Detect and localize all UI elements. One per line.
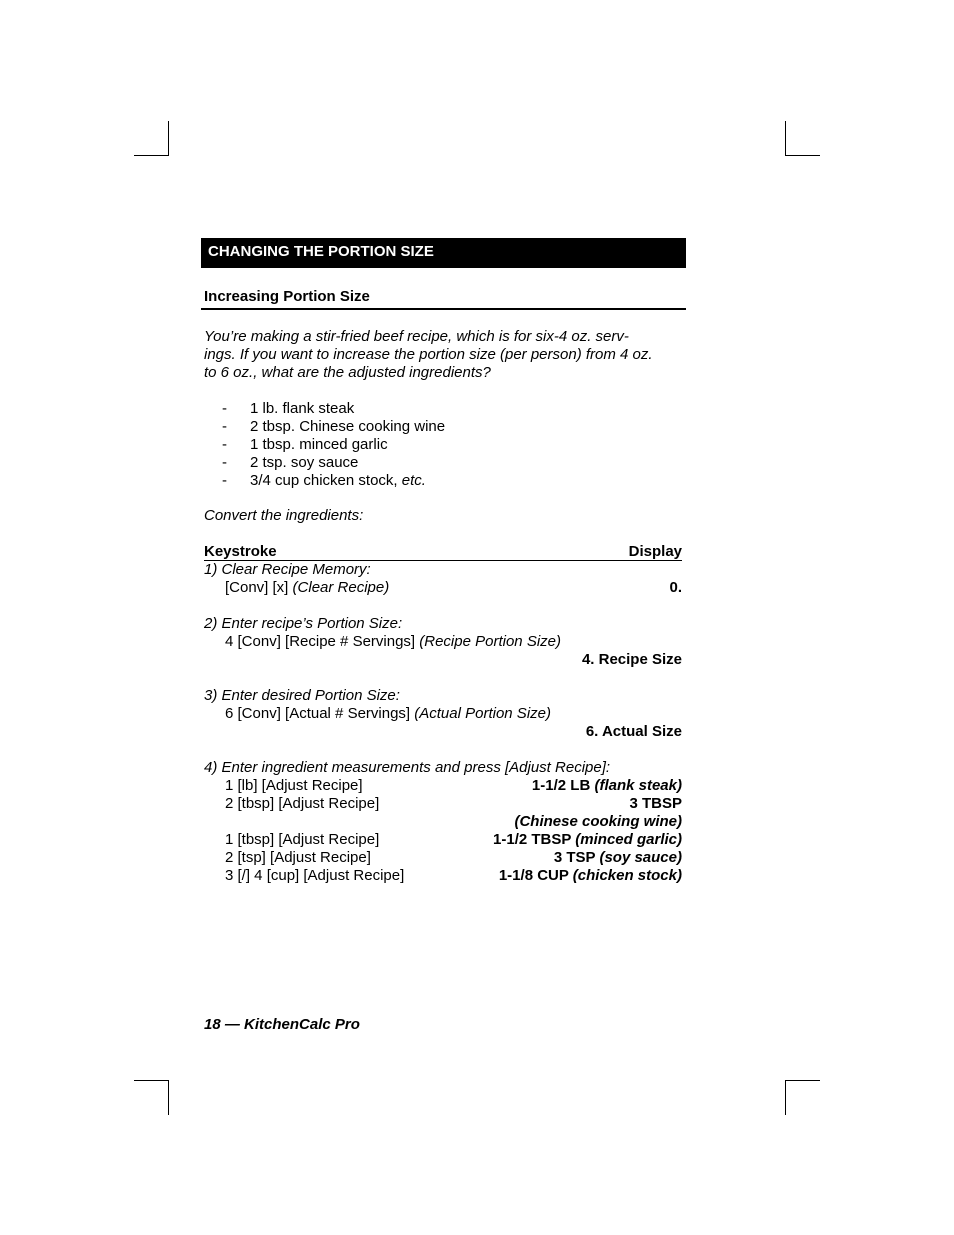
step-2-display: 4. Recipe Size	[581, 651, 682, 668]
intro-paragraph	[204, 328, 682, 382]
step-4-display	[514, 813, 682, 831]
crop-mark-bottom-left-horizontal	[134, 1080, 169, 1081]
ingredient-text: 2 tbsp. Chinese cooking wine	[250, 418, 446, 435]
bullet-dash: -	[222, 418, 227, 435]
step-3-keystroke	[204, 705, 551, 723]
section-banner: CHANGING THE PORTION SIZE	[201, 238, 686, 268]
keystroke-display-header	[204, 543, 682, 561]
step-1-row	[204, 579, 682, 597]
ingredient-text: 1 lb. flank steak	[250, 400, 355, 417]
crop-mark-top-right-vertical	[785, 121, 786, 156]
step-4-row	[204, 813, 682, 831]
keystroke-note: (Actual Portion Size)	[414, 705, 551, 722]
step-4-row	[204, 849, 682, 867]
crop-mark-top-left-horizontal	[134, 155, 169, 156]
display-note: (Chinese cooking wine)	[514, 813, 682, 830]
step-2-title: 2) Enter recipe’s Portion Size:	[204, 615, 403, 632]
step-4-display	[532, 777, 682, 795]
ingredient-text: 3/4 cup chicken stock,	[250, 472, 402, 489]
display-value: 1-1/2 TBSP	[493, 831, 576, 848]
step-2-row	[204, 633, 682, 651]
ingredient-item	[204, 400, 682, 418]
step-1-keystroke	[204, 579, 389, 597]
step-2-keystroke	[204, 633, 561, 651]
step-4-display	[629, 795, 682, 813]
step-3-row	[204, 705, 682, 723]
step-4-row	[204, 777, 682, 795]
display-header: Display	[628, 543, 682, 560]
keystroke-note: (Clear Recipe)	[292, 579, 390, 596]
step-3-title: 3) Enter desired Portion Size:	[204, 687, 400, 704]
ingredient-text: 1 tbsp. minced garlic	[250, 436, 388, 453]
ingredient-item	[204, 418, 682, 436]
ingredient-item	[204, 472, 682, 490]
convert-label: Convert the ingredients:	[204, 507, 364, 524]
step-1-display: 0.	[669, 579, 682, 596]
step-4-keystroke	[204, 813, 225, 831]
display-note: (minced garlic)	[575, 831, 682, 848]
page-footer: 18 — KitchenCalc Pro	[204, 1016, 360, 1033]
manual-page-content	[201, 238, 686, 885]
keystroke-note: (Recipe Portion Size)	[419, 633, 561, 650]
step-4-keystroke: 1 [lb] [Adjust Recipe]	[225, 777, 363, 794]
step-4-keystroke: 2 [tsp] [Adjust Recipe]	[225, 849, 371, 866]
step-4-row	[204, 831, 682, 849]
display-note: (chicken stock)	[572, 867, 682, 884]
display-value: 3 TBSP	[629, 795, 682, 812]
step-4-title: 4) Enter ingredient measurements and press [Adjust Recipe]:	[204, 759, 611, 776]
ingredient-text: 2 tsp. soy sauce	[250, 454, 359, 471]
crop-mark-bottom-left-vertical	[168, 1080, 169, 1115]
ingredient-etc: etc.	[401, 472, 426, 489]
intro-line: ings. If you want to increase the portion size (per person) from 4 oz.	[204, 346, 653, 363]
keystroke-text: 6 [Conv] [Actual # Servings]	[225, 705, 415, 722]
step-4-display	[499, 867, 682, 885]
step-4-display	[493, 831, 682, 849]
display-value: 1-1/8 CUP	[498, 867, 573, 884]
crop-mark-bottom-right-vertical	[785, 1080, 786, 1115]
intro-line: to 6 oz., what are the adjusted ingredients?	[204, 364, 491, 381]
display-note: (soy sauce)	[599, 849, 682, 866]
bullet-dash: -	[222, 454, 227, 471]
keystroke-text: 4 [Conv] [Recipe # Servings]	[225, 633, 420, 650]
subheading-rule	[201, 308, 686, 310]
step-4-row	[204, 867, 682, 885]
ingredient-list	[204, 400, 682, 490]
step-1-title: 1) Clear Recipe Memory:	[204, 561, 371, 578]
step-4-display	[554, 849, 682, 867]
bullet-dash: -	[222, 436, 227, 453]
bullet-dash: -	[222, 472, 227, 489]
crop-mark-bottom-right-horizontal	[785, 1080, 820, 1081]
bullet-dash: -	[222, 400, 227, 417]
keystroke-header: Keystroke	[204, 543, 277, 560]
intro-line: You’re making a stir-fried beef recipe, which is for six-4 oz. serv-	[204, 328, 629, 345]
crop-mark-top-left-vertical	[168, 121, 169, 156]
crop-mark-top-right-horizontal	[785, 155, 820, 156]
step-3-display: 6. Actual Size	[585, 723, 682, 740]
step-4-keystroke: 2 [tbsp] [Adjust Recipe]	[225, 795, 380, 812]
step-4-keystroke: 3 [/] 4 [cup] [Adjust Recipe]	[225, 867, 405, 884]
keystroke-text: [Conv] [x]	[225, 579, 293, 596]
step-4-keystroke: 1 [tbsp] [Adjust Recipe]	[225, 831, 380, 848]
ingredient-item	[204, 436, 682, 454]
display-value: 3 TSP	[553, 849, 600, 866]
ingredient-item	[204, 454, 682, 472]
display-note: (flank steak)	[594, 777, 682, 794]
subheading: Increasing Portion Size	[204, 288, 370, 305]
step-4-row	[204, 795, 682, 813]
display-value: 1-1/2 LB	[531, 777, 595, 794]
